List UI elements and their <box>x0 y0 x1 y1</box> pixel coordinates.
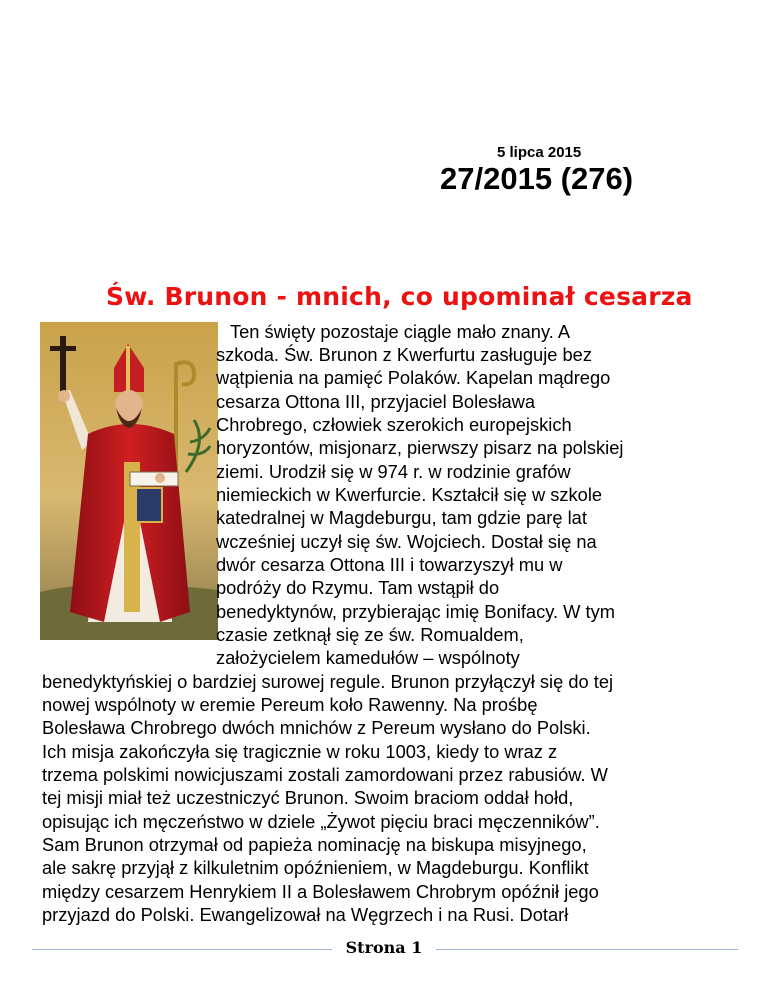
body-line: wcześniej uczył się św. Wojciech. Dostał się na <box>216 531 597 552</box>
article-title: Św. Brunon - mnich, co upominał cesarza <box>106 282 693 311</box>
footer-rule-right <box>436 949 738 950</box>
body-line: Sam Brunon otrzymał od papieża nominację na biskupa misyjnego, <box>42 834 587 855</box>
page-number: Strona 1 <box>345 938 423 957</box>
body-line: cesarza Ottona III, przyjaciel Bolesława <box>216 391 536 412</box>
issue-date: 5 lipca 2015 <box>497 144 582 161</box>
body-line: przyjazd do Polski. Ewangelizował na Węgrzech i na Rusi. Dotarł <box>42 904 569 925</box>
footer-rule-left <box>32 949 332 950</box>
saint-bruno-illustration <box>40 322 218 640</box>
body-line: opisując ich męczeństwo w dziele „Żywot pięciu braci męczenników”. <box>42 811 600 832</box>
body-line: założycielem kamedułów – wspólnoty <box>216 647 520 668</box>
body-line: Ich misja zakończyła się tragicznie w roku 1003, kiedy to wraz z <box>42 741 558 762</box>
body-line: benedyktynów, przybierając imię Bonifacy. W tym <box>216 601 615 622</box>
issue-number: 27/2015 (276) <box>440 161 634 196</box>
body-line: ale sakrę przyjął z kilkuletnim opóźnieniem, w Magdeburgu. Konflikt <box>42 857 589 878</box>
body-line: niemieckich w Kwerfurcie. Kształcił się w szkole <box>216 484 603 505</box>
body-line: Chrobrego, człowiek szerokich europejskich <box>216 414 572 435</box>
body-line: między cesarzem Henrykiem II a Bolesławem Chrobrym opóźnił jego <box>42 881 599 902</box>
body-line: Bolesława Chrobrego dwóch mnichów z Pereum wysłano do Polski. <box>42 717 591 738</box>
body-line: Ten święty pozostaje ciągle mało znany. A <box>230 321 571 342</box>
body-line: szkoda. Św. Brunon z Kwerfurtu zasługuje bez <box>216 344 592 365</box>
body-line: tej misji miał też uczestniczyć Brunon. Swoim braciom oddał hołd, <box>42 787 574 808</box>
body-line: nowej wspólnoty w eremie Pereum koło Rawenny. Na prośbę <box>42 694 538 715</box>
body-line: ziemi. Urodził się w 974 r. w rodzinie grafów <box>216 461 571 482</box>
body-line: katedralnej w Magdeburgu, tam gdzie parę lat <box>216 507 587 528</box>
body-line: wątpienia na pamięć Polaków. Kapelan mądrego <box>216 367 611 388</box>
body-line: czasie zetknął się ze św. Romualdem, <box>216 624 524 645</box>
body-line: dwór cesarza Ottona III i towarzyszył mu w <box>216 554 563 575</box>
body-line: benedyktyńskiej o bardziej surowej regule. Brunon przyłączył się do tej <box>42 671 614 692</box>
body-line: trzema polskimi nowicjuszami zostali zamordowani przez rabusiów. W <box>42 764 608 785</box>
body-line: horyzontów, misjonarz, pierwszy pisarz na polskiej <box>216 437 624 458</box>
body-line: podróży do Rzymu. Tam wstąpił do <box>216 577 500 598</box>
